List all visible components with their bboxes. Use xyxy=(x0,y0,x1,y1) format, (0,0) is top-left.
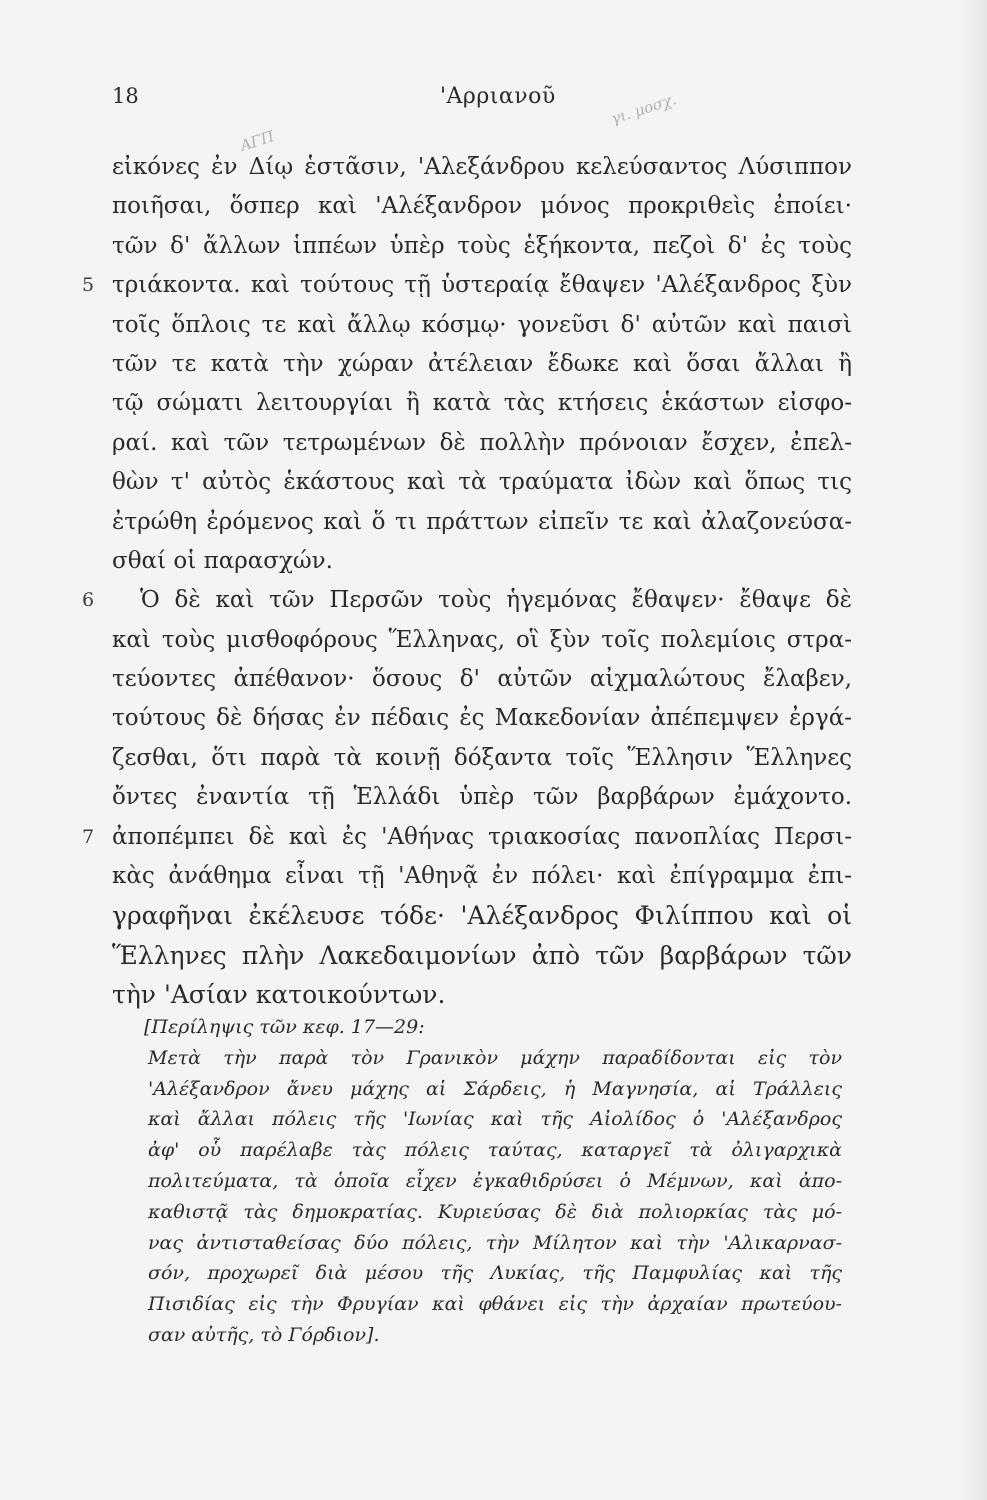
page-header xyxy=(112,84,852,118)
text-line-content: τριάκοντα. καὶ τούτους τῇ ὑστεραίᾳ ἔθαψεν 'Αλέξανδρος ξὺν xyxy=(112,272,852,299)
summary-heading: [Περίληψις τῶν κεφ. 17—29: xyxy=(144,1016,425,1038)
text-line xyxy=(82,818,852,857)
running-title: 'Αρριανοῦ xyxy=(440,84,556,109)
summary-line: Πισιδίας εἰς τὴν Φρυγίαν καὶ φθάνει εἰς τὴν ἀρχαίαν πρωτεύου- xyxy=(148,1293,842,1316)
summary-line: ἀφ' οὗ παρέλαβε τὰς πόλεις ταύτας, καταργεῖ τὰ ὀλιγαρχικὰ xyxy=(148,1139,842,1162)
text-line: τεύοντες ἀπέθανον· ὅσους δ' αὐτῶν αἰχμαλώτους ἔλαβεν, xyxy=(112,666,852,693)
pencil-marginalia: ΑΓΠ xyxy=(238,127,277,155)
summary-line: καὶ ἄλλαι πόλεις τῆς 'Ιωνίας καὶ τῆς Αἰολίδος ὁ 'Αλέξανδρος xyxy=(148,1108,842,1131)
summary-line: νας ἀντισταθείσας δύο πόλεις, τὴν Μίλητον καὶ τὴν 'Αλικαρνασ- xyxy=(148,1231,842,1254)
page-edge-shadow xyxy=(959,0,987,1500)
summary-line: σόν, προχωρεῖ διὰ μέσου τῆς Λυκίας, τῆς Παμφυλίας καὶ τῆς xyxy=(148,1262,842,1285)
text-line: τῷ σώματι λειτουργίαι ἢ κατὰ τὰς κτήσεις ἑκάστων εἰσφο- xyxy=(112,390,852,417)
text-line-content: ἀποπέμπει δὲ καὶ ἐς 'Αθήνας τριακοσίας πανοπλίας Περσι- xyxy=(112,823,852,850)
summary-line: πολιτεύματα, τὰ ὁποῖα εἶχεν ἐγκαθιδρύσει ὁ Μέμνων, καὶ ἀπο- xyxy=(148,1169,842,1192)
summary-line: Μετὰ τὴν παρὰ τὸν Γρανικὸν μάχην παραδίδονται εἰς τὸν xyxy=(148,1046,842,1069)
text-line: εἰκόνες ἐν Δίῳ ἑστᾶσιν, 'Αλεξάνδρου κελεύσαντος Λύσιππον xyxy=(112,154,852,180)
pencil-marginalia: γι. μοσχ. xyxy=(608,90,679,128)
line-number: 6 xyxy=(82,589,95,612)
text-line: ζεσθαι, ὅτι παρὰ τὰ κοινῇ δόξαντα τοῖς Ἕλλησιν Ἕλληνες xyxy=(112,744,852,771)
text-line: καὶ τοὺς μισθοφόρους Ἕλληνας, οἳ ξὺν τοῖς πολεμίοις στρα- xyxy=(112,626,852,653)
chapter-summary xyxy=(144,1012,842,1351)
text-line: γραφῆναι ἐκέλευσε τόδε· 'Αλέξανδρος Φιλίππου καὶ οἱ xyxy=(112,901,852,931)
text-line: ὄντες ἐναντία τῇ Ἑλλάδι ὑπὲρ τῶν βαρβάρων ἐμάχοντο. xyxy=(112,784,852,811)
line-number: 5 xyxy=(82,274,95,297)
summary-line: σαν αὐτῆς, τὸ Γόρδιον]. xyxy=(148,1323,380,1346)
page-number: 18 xyxy=(112,84,139,108)
summary-line: 'Αλέξανδρον ἄνευ μάχης αἱ Σάρδεις, ἡ Μαγνησία, αἱ Τράλλεις xyxy=(148,1077,842,1100)
text-line: τοῖς ὅπλοις τε καὶ ἄλλῳ κόσμῳ· γονεῦσι δ' αὐτῶν καὶ παισὶ xyxy=(112,311,852,338)
text-line: θὼν τ' αὐτὸς ἑκάστους καὶ τὰ τραύματα ἰδὼν καὶ ὅπως τις xyxy=(112,469,852,496)
text-line: τούτους δὲ δήσας ἐν πέδαις ἐς Μακεδονίαν ἀπέπεμψεν ἐργά- xyxy=(112,705,852,732)
text-line: ραί. καὶ τῶν τετρωμένων δὲ πολλὴν πρόνοιαν ἔσχεν, ἐπελ- xyxy=(112,429,852,456)
text-line-content: Ὁ δὲ καὶ τῶν Περσῶν τοὺς ἡγεμόνας ἔθαψεν· ἔθαψε δὲ xyxy=(140,587,852,614)
text-line xyxy=(82,266,852,305)
text-line xyxy=(82,581,852,620)
text-line: Ἕλληνες πλὴν Λακεδαιμονίων ἀπὸ τῶν βαρβάρων τῶν xyxy=(112,940,852,970)
text-line: τῶν δ' ἄλλων ἱππέων ὑπὲρ τοὺς ἑξήκοντα, πεζοὶ δ' ἐς τοὺς xyxy=(112,232,852,259)
text-line: ποιῆσαι, ὅσπερ καὶ 'Αλέξανδρον μόνος προκριθεὶς ἐποίει· xyxy=(112,193,852,220)
main-text xyxy=(82,148,852,1015)
text-line: ἐτρώθη ἐρόμενος καὶ ὅ τι πράττων εἰπεῖν τε καὶ ἀλαζονεύσα- xyxy=(112,508,852,535)
text-line: κὰς ἀνάθημα εἶναι τῇ 'Αθηνᾷ ἐν πόλει· καὶ ἐπίγραμμα ἐπι- xyxy=(112,863,852,890)
text-line: τῶν τε κατὰ τὴν χώραν ἀτέλειαν ἔδωκε καὶ ὅσαι ἄλλαι ἢ xyxy=(112,350,852,377)
summary-line: καθιστᾷ τὰς δημοκρατίας. Κυριεύσας δὲ διὰ πολιορκίας τὰς μό- xyxy=(148,1200,842,1223)
text-line: τὴν 'Ασίαν κατοικούντων. xyxy=(112,980,446,1010)
text-line: σθαί οἱ παρασχών. xyxy=(112,547,333,574)
line-number: 7 xyxy=(82,825,95,848)
